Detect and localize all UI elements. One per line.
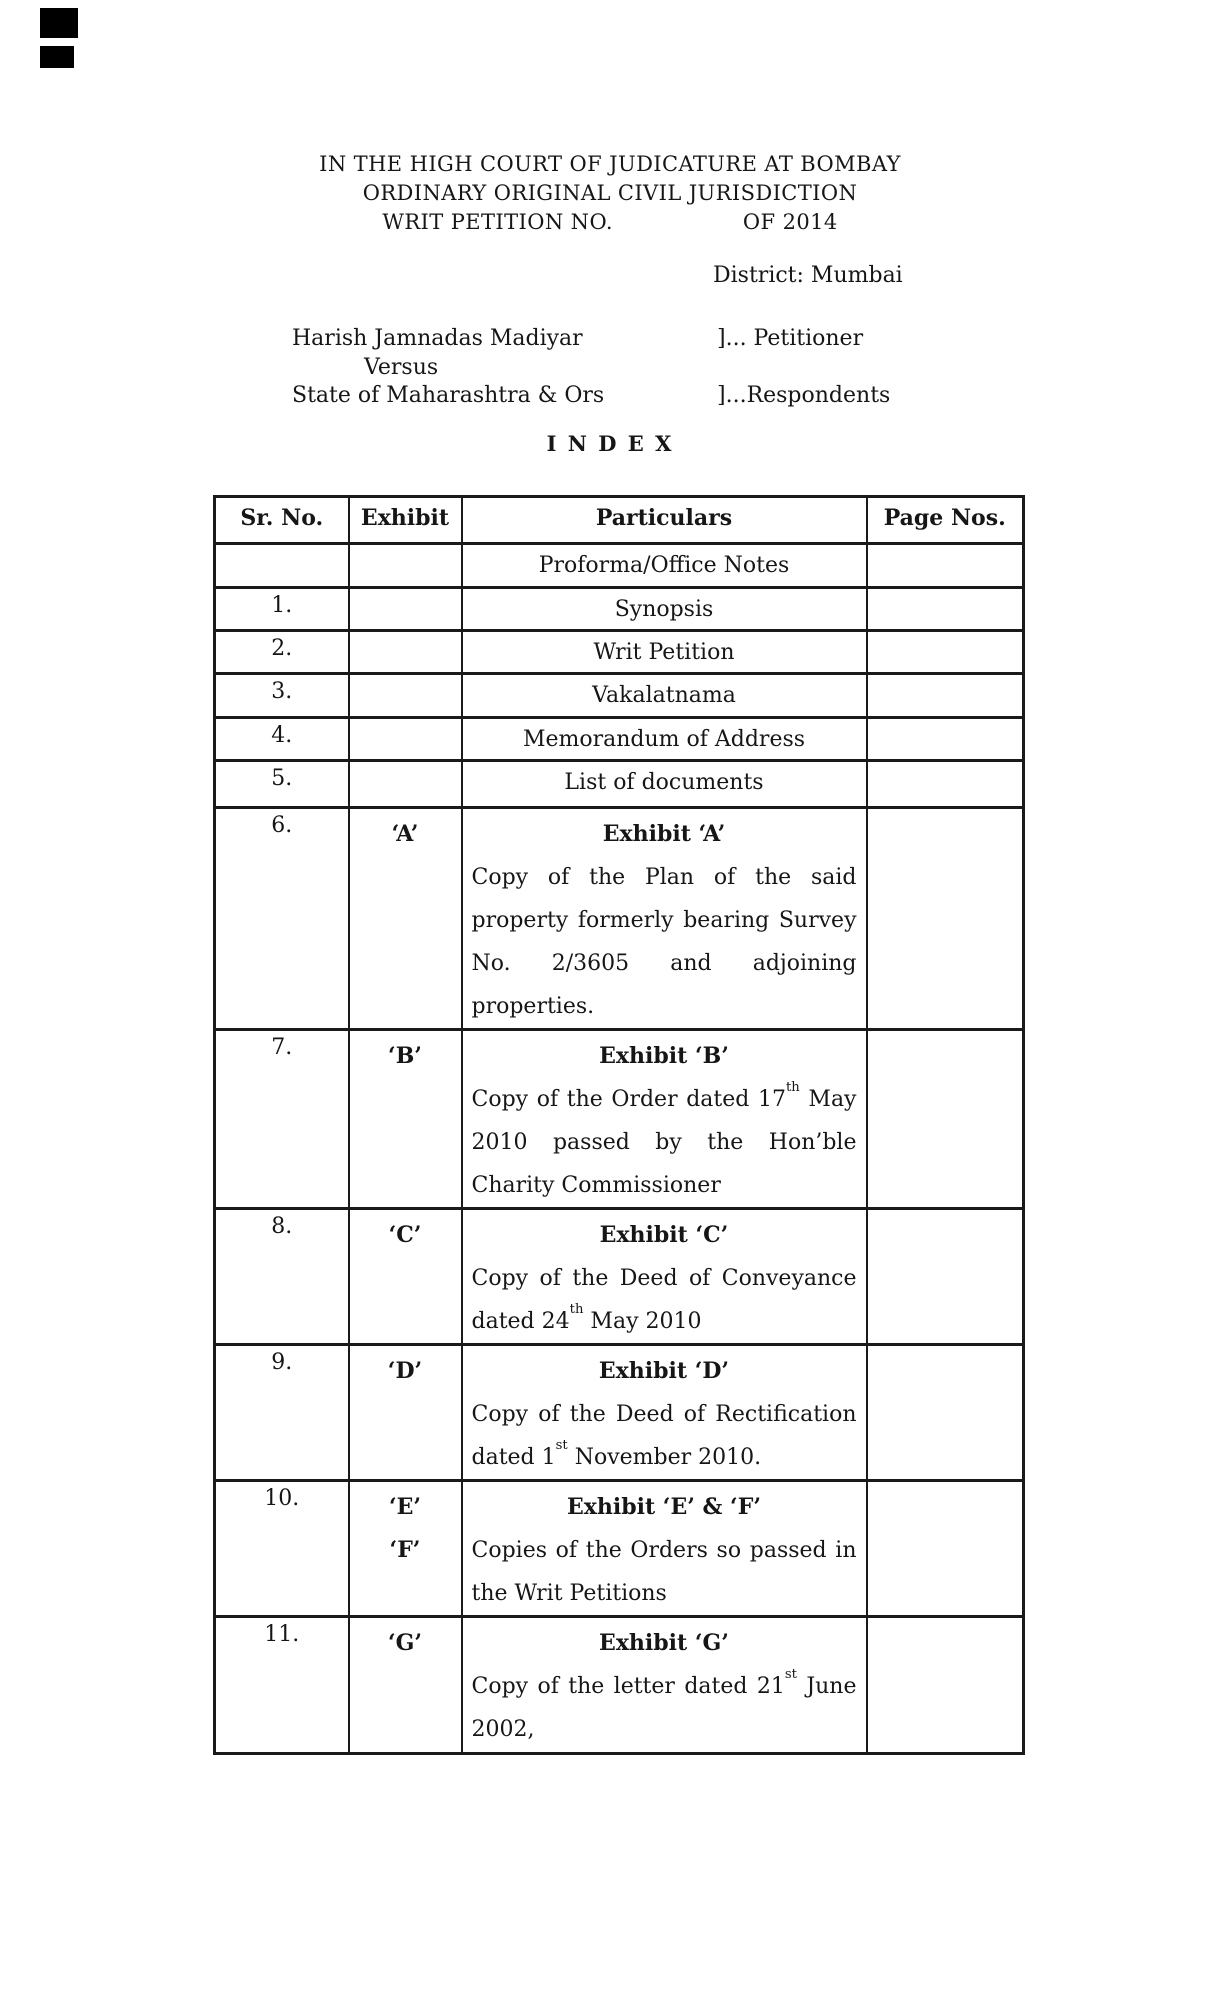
particulars-line: 2002,: [471, 1717, 535, 1742]
cell-sr: 7.: [215, 1030, 349, 1209]
cell-exhibit: ‘B’: [349, 1030, 462, 1209]
cell-sr: 3.: [215, 674, 349, 718]
cell-sr: 8.: [215, 1209, 349, 1345]
particulars-line: Copy of the Plan of the said: [471, 865, 857, 890]
cell-sr: 9.: [215, 1345, 349, 1481]
table-header-row: [215, 497, 1024, 544]
table-row: [215, 1209, 1024, 1345]
scan-artifact-top: [40, 8, 78, 38]
versus-label: Versus: [364, 355, 439, 380]
particulars-line: dated 24th May 2010: [471, 1302, 702, 1334]
table-row: [215, 544, 1024, 588]
court-heading: [0, 150, 1220, 237]
particulars-line: Copy of the Deed of Rectification: [471, 1402, 857, 1427]
cell-particulars: [462, 718, 867, 761]
cell-sr: 1.: [215, 588, 349, 631]
respondent-role: ]...Respondents: [717, 383, 891, 408]
cell-page-nos: [867, 1617, 1024, 1754]
writ-petition-no-label: WRIT PETITION NO.: [382, 210, 613, 234]
cell-sr: 5.: [215, 761, 349, 808]
cell-exhibit: ‘C’: [349, 1209, 462, 1345]
table-row: [215, 718, 1024, 761]
particulars-line: properties.: [471, 994, 595, 1019]
cell-exhibit: [349, 674, 462, 718]
cell-particulars: [462, 761, 867, 808]
particulars-line: 2010 passed by the Hon’ble: [471, 1130, 857, 1155]
particulars-line: Copy of the Order dated 17th May: [471, 1080, 857, 1112]
cell-page-nos: [867, 761, 1024, 808]
table-row: [215, 1345, 1024, 1481]
cell-page-nos: [867, 718, 1024, 761]
header-page-nos: Page Nos.: [867, 497, 1024, 544]
exhibit-title: Exhibit ‘E’ & ‘F’: [566, 1494, 761, 1520]
header-particulars: Particulars: [462, 497, 867, 544]
particulars-text: Memorandum of Address: [522, 727, 806, 752]
exhibit-title: Exhibit ‘G’: [599, 1630, 729, 1656]
particulars-line: Copies of the Orders so passed in: [471, 1538, 857, 1563]
table-row: [215, 674, 1024, 718]
petition-year: OF 2014: [742, 210, 838, 234]
particulars-text: Vakalatnama: [592, 683, 736, 708]
table-row: [215, 808, 1024, 1030]
cell-particulars: [462, 1209, 867, 1345]
cell-page-nos: [867, 588, 1024, 631]
cell-exhibit: [349, 631, 462, 674]
heading-line1: IN THE HIGH COURT OF JUDICATURE AT BOMBAY: [319, 152, 901, 176]
cell-exhibit: ‘G’: [349, 1617, 462, 1754]
exhibit-title: Exhibit ‘C’: [599, 1222, 729, 1248]
cell-particulars: [462, 544, 867, 588]
petitioner-name: Harish Jamnadas Madiyar: [292, 326, 583, 351]
respondent-name: State of Maharashtra & Ors: [292, 383, 605, 408]
cell-sr: 2.: [215, 631, 349, 674]
cell-sr: 6.: [215, 808, 349, 1030]
cell-page-nos: [867, 1345, 1024, 1481]
table-row: [215, 761, 1024, 808]
exhibit-title: Exhibit ‘A’: [602, 821, 726, 847]
cell-exhibit: [349, 1481, 462, 1617]
cell-exhibit: [349, 761, 462, 808]
particulars-line: Copy of the letter dated 21st June: [471, 1667, 857, 1699]
scan-artifact-bottom: [40, 46, 74, 68]
cell-exhibit: [349, 718, 462, 761]
particulars-text: Writ Petition: [593, 640, 735, 665]
cell-sr: 4.: [215, 718, 349, 761]
particulars-text: List of documents: [564, 770, 764, 795]
exhibit-title: Exhibit ‘B’: [599, 1043, 729, 1069]
header-exhibit: Exhibit: [349, 497, 462, 544]
cell-page-nos: [867, 1209, 1024, 1345]
cell-page-nos: [867, 808, 1024, 1030]
cell-page-nos: [867, 631, 1024, 674]
table-row: [215, 1030, 1024, 1209]
cell-exhibit: [349, 588, 462, 631]
cell-particulars: [462, 1345, 867, 1481]
particulars-line: No. 2/3605 and adjoining: [471, 951, 857, 976]
particulars-line: dated 1st November 2010.: [471, 1438, 762, 1470]
cell-particulars: [462, 1617, 867, 1754]
particulars-line: the Writ Petitions: [471, 1581, 667, 1606]
particulars-text: Synopsis: [614, 597, 714, 622]
particulars-line: Copy of the Deed of Conveyance: [471, 1266, 857, 1291]
particulars-line: Charity Commissioner: [471, 1173, 721, 1198]
heading-line2: ORDINARY ORIGINAL CIVIL JURISDICTION: [362, 181, 858, 205]
cell-particulars: [462, 674, 867, 718]
cell-page-nos: [867, 1481, 1024, 1617]
cell-exhibit: ‘A’: [349, 808, 462, 1030]
table-row: [215, 1481, 1024, 1617]
cell-particulars: [462, 1481, 867, 1617]
cell-page-nos: [867, 544, 1024, 588]
cell-page-nos: [867, 1030, 1024, 1209]
exhibit-title: Exhibit ‘D’: [598, 1358, 730, 1384]
particulars-line: property formerly bearing Survey: [471, 908, 857, 933]
cell-exhibit: [349, 544, 462, 588]
particulars-text: Proforma/Office Notes: [538, 553, 790, 578]
table-row: [215, 631, 1024, 674]
cell-sr: 11.: [215, 1617, 349, 1754]
district-label: District: Mumbai: [713, 263, 903, 288]
cell-sr: [215, 544, 349, 588]
cell-particulars: [462, 631, 867, 674]
exhibit-letter: ‘F’: [389, 1537, 421, 1563]
header-sr-no: Sr. No.: [215, 497, 349, 544]
index-title: I N D E X: [546, 431, 674, 456]
cell-page-nos: [867, 674, 1024, 718]
cell-particulars: [462, 1030, 867, 1209]
exhibit-letter: ‘E’: [388, 1494, 422, 1520]
index-table: [213, 495, 1025, 1755]
heading-line3: [0, 208, 1220, 237]
table-row: [215, 588, 1024, 631]
cell-particulars: [462, 808, 867, 1030]
cell-exhibit: ‘D’: [349, 1345, 462, 1481]
cell-sr: 10.: [215, 1481, 349, 1617]
table-row: [215, 1617, 1024, 1754]
cell-particulars: [462, 588, 867, 631]
petitioner-role: ]... Petitioner: [717, 326, 864, 351]
